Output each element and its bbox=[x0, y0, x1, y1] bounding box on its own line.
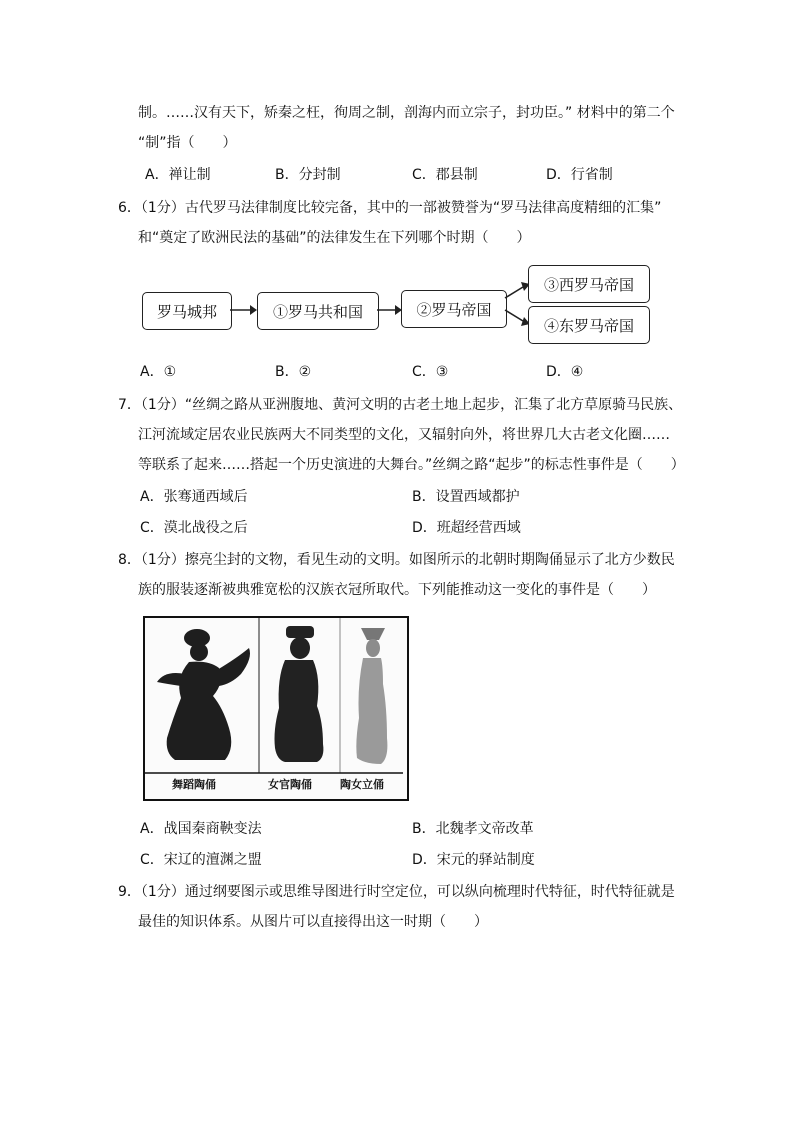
figure-caption-standing-female: 陶女立俑 bbox=[340, 778, 384, 791]
q5-option-b[interactable]: B．分封制 bbox=[275, 167, 341, 183]
figure-caption-female-official: 女官陶俑 bbox=[268, 778, 312, 791]
q8-text-line1: 8．（1分）擦亮尘封的文物，看见生动的文明。如图所示的北朝时期陶俑显示了北方少数民 bbox=[118, 552, 675, 568]
dancing-figurine-icon bbox=[157, 629, 250, 760]
q7-text-line2: 江河流域定居农业民族两大不同类型的文化，又辐射向外，将世界几大古老文化圈…… bbox=[138, 427, 670, 443]
diagram-box-western-roman-empire bbox=[528, 265, 650, 303]
q9-text-line1: 9．（1分）通过纲要图示或思维导图进行时空定位，可以纵向梳理时代特征，时代特征就是 bbox=[118, 884, 675, 900]
q9-text-line2: 最佳的知识体系。从图片可以直接得出这一时期（ ） bbox=[138, 914, 488, 930]
q5-option-a[interactable]: A．禅让制 bbox=[145, 167, 211, 183]
q8-option-a[interactable]: A．战国秦商鞅变法 bbox=[140, 821, 262, 837]
female-official-figurine-icon bbox=[275, 626, 324, 762]
q5-option-c[interactable]: C．郡县制 bbox=[412, 167, 478, 183]
q7-option-b[interactable]: B．设置西域都护 bbox=[412, 489, 520, 505]
q5-text-line1: 制。……汉有天下，矫秦之枉，徇周之制，剖海内而立宗子，封功臣。” 材料中的第二个 bbox=[138, 105, 675, 121]
q7-option-d[interactable]: D．班超经营西域 bbox=[412, 520, 521, 536]
standing-female-figurine-icon bbox=[356, 628, 387, 764]
q7-text-line1: 7．（1分）“丝绸之路从亚洲腹地、黄河文明的古老土地上起步，汇集了北方草原骑马民族、 bbox=[118, 397, 683, 413]
diagram-box-roman-city-state bbox=[142, 292, 232, 330]
q8-text-line2: 族的服装逐渐被典雅宽松的汉族衣冠所取代。下列能推动这一变化的事件是（ ） bbox=[138, 582, 656, 598]
q7-text-line3: 等联系了起来……搭起一个历史演进的大舞台。”丝绸之路“起步”的标志性事件是（ ） bbox=[138, 457, 685, 473]
arrow-right-icon bbox=[377, 303, 403, 317]
q6-option-a[interactable]: A．① bbox=[140, 364, 177, 380]
q6-option-d[interactable]: D．④ bbox=[546, 364, 584, 380]
q6-text-line2: 和“奠定了欧洲民法的基础”的法律发生在下列哪个时期（ ） bbox=[138, 230, 531, 246]
diagram-label-eastern-roman-empire: ④东罗马帝国 bbox=[543, 316, 634, 335]
q5-text-line2: “制”指（ ） bbox=[138, 135, 237, 151]
arrow-split-icon bbox=[503, 276, 531, 336]
figurines-image bbox=[145, 618, 403, 795]
q5-option-d[interactable]: D．行省制 bbox=[546, 167, 613, 183]
diagram-label-roman-republic: ①罗马共和国 bbox=[272, 302, 363, 321]
q7-option-c[interactable]: C．漠北战役之后 bbox=[140, 520, 248, 536]
diagram-box-roman-republic bbox=[257, 292, 379, 330]
diagram-label-roman-empire: ②罗马帝国 bbox=[416, 300, 492, 319]
q6-text-line1: 6．（1分）古代罗马法律制度比较完备，其中的一部被赞誉为“罗马法律高度精细的汇集” bbox=[118, 200, 662, 216]
q6-option-c[interactable]: C．③ bbox=[412, 364, 449, 380]
q8-option-c[interactable]: C．宋辽的澶渊之盟 bbox=[140, 852, 262, 868]
diagram-label-roman-city-state: 罗马城邦 bbox=[156, 302, 217, 321]
q7-option-a[interactable]: A．张骞通西域后 bbox=[140, 489, 248, 505]
diagram-box-eastern-roman-empire bbox=[528, 306, 650, 344]
diagram-label-western-roman-empire: ③西罗马帝国 bbox=[543, 275, 634, 294]
q6-option-b[interactable]: B．② bbox=[275, 364, 312, 380]
diagram-box-roman-empire bbox=[401, 290, 507, 328]
q8-option-b[interactable]: B．北魏孝文帝改革 bbox=[412, 821, 534, 837]
figure-caption-dancing: 舞蹈陶俑 bbox=[172, 778, 216, 791]
q8-option-d[interactable]: D．宋元的驿站制度 bbox=[412, 852, 535, 868]
arrow-right-icon bbox=[230, 303, 258, 317]
